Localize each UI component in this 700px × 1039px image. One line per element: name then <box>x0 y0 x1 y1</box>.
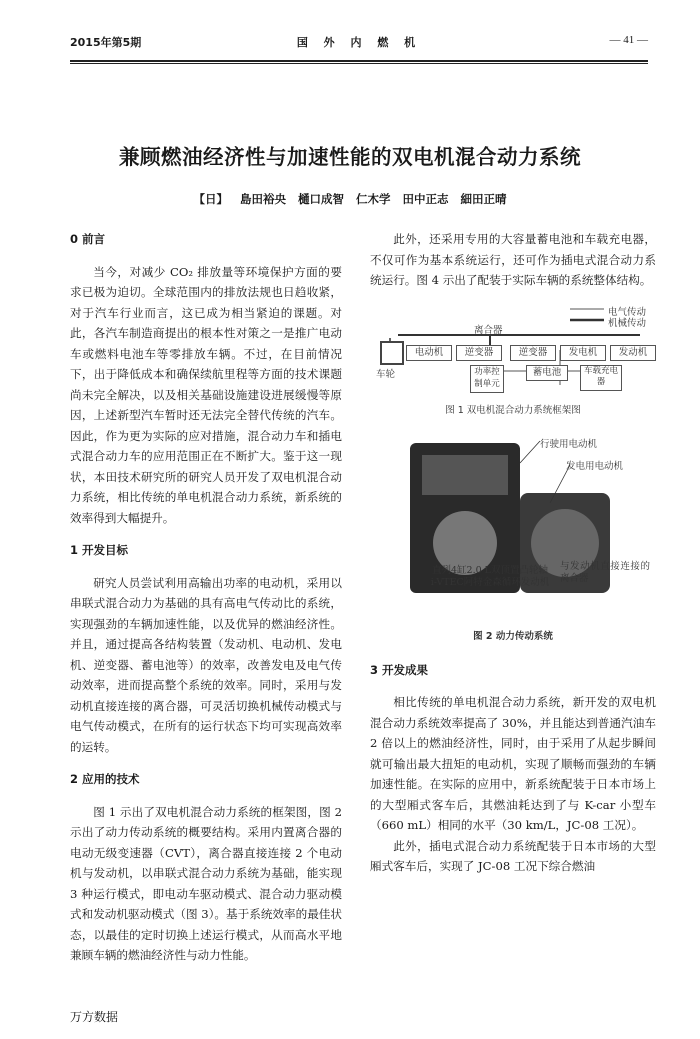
inverter-box-2: 逆变器 <box>510 345 556 361</box>
section-heading-3: 3 开发成果 <box>370 662 429 677</box>
label-clutch: 与发动机直接连接的离合器 <box>560 561 650 584</box>
label-generator-motor: 发电用电动机 <box>566 461 624 472</box>
running-header <box>70 32 648 52</box>
section-heading-1: 1 开发目标 <box>70 543 129 557</box>
section-heading-0: 0 前言 <box>70 232 106 246</box>
charger-box: 车载充电器 <box>580 365 622 391</box>
section-heading-2: 2 应用的技术 <box>70 772 140 786</box>
figure-2-photo <box>370 433 656 621</box>
header-rule <box>70 60 648 62</box>
header-rule-thin <box>70 63 648 64</box>
wheel-label: 车轮 <box>376 368 396 380</box>
pcu-box: 功率控制单元 <box>470 365 504 393</box>
journal-name: 国 外 内 燃 机 <box>296 36 422 49</box>
wheel-icon <box>380 341 404 365</box>
paragraph-results-2: 此外，插电式混合动力系统配装于日本市场的大型厢式客车后，实现了 JC-08 工况下综合燃油 <box>370 838 656 873</box>
clutch-label: 离合器 <box>474 324 503 336</box>
generator-box: 发电机 <box>560 345 606 361</box>
article-title: 兼顾燃油经济性与加速性能的双电机混合动力系统 <box>119 145 581 169</box>
right-column <box>370 229 656 877</box>
motor-box: 电动机 <box>406 345 452 361</box>
issue-label: 2015年第5期 <box>70 36 142 49</box>
legend-electric-label: 电气传动 <box>608 306 647 318</box>
footer-watermark: 万方数据 <box>70 1010 119 1024</box>
engine-box: 发动机 <box>610 345 656 361</box>
paragraph-tech: 图 1 示出了双电机混合动力系统的框架图，图 2 示出了动力传动系统的概要结构。采用内置离合器的电动无级变速器（CVT），离合器直接连接 2 个电动机与发动机，以串联式混合动力系统为基础，能实现 3 种运行模式，即电动车驱动模式、混合动力驱动模式和发动机驱动模式（图 3）。基于系统效率的最佳状态，以最佳的定时切换上述运行模式，从而高水平地兼顾车辆的燃油经济性与动力性能。 <box>70 804 342 962</box>
figure-2-caption: 图 2 动力传动系统 <box>473 631 553 642</box>
label-drive-motor: 行驶用电动机 <box>540 439 598 450</box>
left-column <box>70 229 342 966</box>
article-authors: 【日】 島田裕央 樋口成智 仁木学 田中正志 細田正晴 <box>193 192 507 206</box>
battery-box: 蓄电池 <box>526 365 568 381</box>
figure-1-caption: 图 1 双电机混合动力系统框架图 <box>445 404 581 416</box>
label-engine: 直列4缸2.0 L双顶置凸轮轴i-VTEC阿特金森循环发动机 <box>430 565 550 588</box>
paragraph-results: 相比传统的单电机混合动力系统，新开发的双电机混合动力系统效率提高了 30%，并且能达到普通汽油车 2 倍以上的燃油经济性，同时，由于采用了从起步瞬间就可输出最大扭矩的电动机，实现了顺畅而强劲的车辆加速性能。在实际的应用中，新系统配装于日本市场上的大型厢式客车后，其燃油耗达到了与 K-car 小型车（660 mL）相同的水平（30 km/L，JC-08 工况）。 <box>370 695 656 832</box>
page-number: — 41 — <box>609 34 648 46</box>
legend-mechanical-label: 机械传动 <box>608 317 647 329</box>
figure-1-diagram <box>370 305 656 393</box>
paragraph-intro: 当今，对减少 CO₂ 排放量等环境保护方面的要求已极为迫切。全球范围内的排放法规也日趋收紧，对于汽车行业而言，这已成为相当紧迫的课题。对此，各汽车制造商提出的根本性对策之一是推广电动车或燃料电池车等零排放车辆。不过，在目前情况下，出于降低成本和确保续航里程等方面的技术课题尚未完全解决，以及相关基础设施建设进展缓慢等原因，上述新型汽车暂时还无法完全替代传统的汽车。因此，作为更为实际的应对措施，混合动力车和插电式混合动力车的应用范围正在不断扩大。鉴于这一现状，本田技术研究所的研究人员开发了双电机混合动力系统，相比传统的单电机混合动力系统，新系统的效率得到大幅提升。 <box>70 264 342 525</box>
inverter-box-1: 逆变器 <box>456 345 502 361</box>
paragraph-tech-cont: 此外，还采用专用的大容量蓄电池和车载充电器，不仅可作为基本系统运行，还可作为插电式混合动力系统运行。图 4 示出了配装于实际车辆的系统整体结构。 <box>370 232 656 287</box>
paragraph-goals: 研究人员尝试利用高输出功率的电动机，采用以串联式混合动力为基础的具有高电气传动比的系统，实现强劲的车辆加速性能，以及优异的燃油经济性。并且，通过提高各结构装置（发动机、电动机、发电机、逆变器、蓄电池等）的效率，改善发电及电气传动效率，进而提高整个系统的效率。同时，采用与发动机直接连接的离合器，可灵活切换机械传动模式与电气传动模式，在所有的运行状态下均可实现高效率的运转。 <box>70 575 342 754</box>
